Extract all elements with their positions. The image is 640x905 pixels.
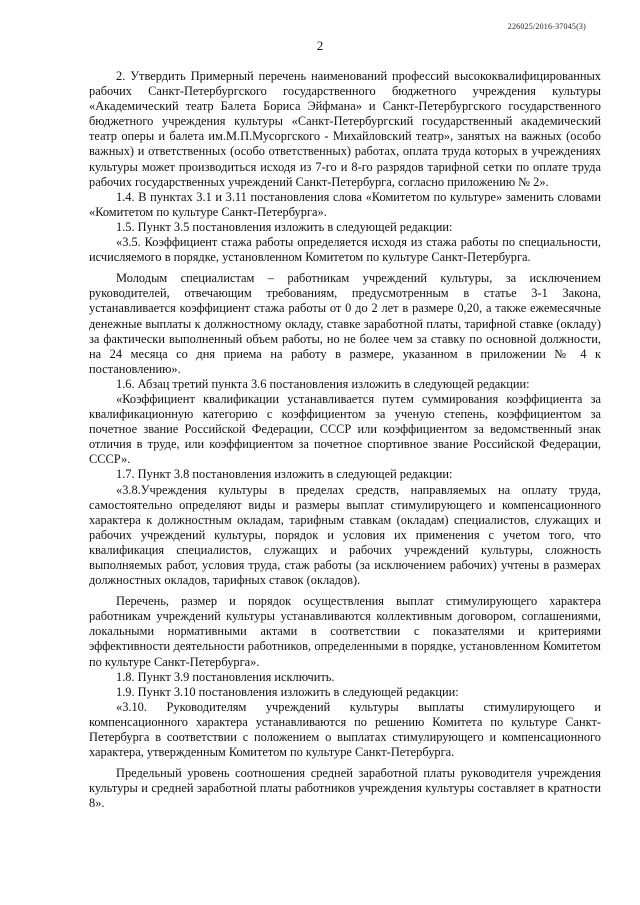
paragraph-1-6: 1.6. Абзац третий пункта 3.6 постановления изложить в следующей редакции: <box>116 376 530 391</box>
paragraph-item-2: 2. Утвердить Примерный перечень наименований профессий высококвалифицированных рабочих Санкт-Петербургского государственного бюджетного учреждения культуры «Академический театр Балета Бориса Эйфмана» и Санкт-Петербургского государственного бюджетного учреждения культуры «Санкт-Петербургский государственный академический театр оперы и балета им.М.П.Мусоргского - Михайловский театр», занятых на важных (особо важных) и ответственных (особо ответственных) работах, оплата труда которых в учреждениях культуры может производиться исходя из 7-го и 8-го разрядов тарифной сетки по оплате труда рабочих государственных учреждений Санкт-Петербурга, согласно приложению № 2». <box>89 69 601 189</box>
paragraph-1-4: 1.4. В пунктах 3.1 и 3.11 постановления слова «Комитетом по культуре» заменить словами «Комитетом по культуре Санкт-Петербурга». <box>89 189 601 219</box>
paragraph-1-8: 1.8. Пункт 3.9 постановления исключить. <box>116 669 335 684</box>
paragraph-3-10-quote: «3.10. Руководителям учреждений культуры выплаты стимулирующего и компенсационного характера устанавливаются по решению Комитета по культуре Санкт-Петербурга в соответствии с положением о выплатах стимулирующего и компенсационного характера, утвержденным Комитетом по культуре Санкт-Петербурга. <box>89 699 601 760</box>
paragraph-3-8-quote: «3.8.Учреждения культуры в пределах средств, направляемых на оплату труда, самостоятельно определяют виды и размеры выплат стимулирующего и компенсационного характера к должностным окладам, тарифным ставкам (окладам) специалистов, служащих и рабочих учреждений культуры, порядок и условия их применения с учетом того, что квалификация специалистов, служащих и рабочих учреждений культуры, сложность выполняемых работ, условия труда, стаж работы (за исключением рабочих) учтены в размерах должностных окладов, тарифных ставок (окладов). <box>89 482 601 588</box>
paragraph-3-5-quote: «3.5. Коэффициент стажа работы определяется исходя из стажа работы по специальности, исчисляемого в порядке, установленном Комитетом по культуре Санкт-Петербурга. <box>89 235 601 265</box>
document-id: 226025/2016-37045(3) <box>507 22 586 31</box>
paragraph-young-specialists: Молодым специалистам – работникам учреждений культуры, за исключением руководителей, отвечающим требованиям, предусмотренным в статье 3-1 Закона, устанавливается коэффициент стажа работы от 0 до 2 лет в размере 0,20, а также ежемесячные денежные выплаты к должностному окладу, ставке заработной платы, тарифной ставке (окладу) за фактически выполненный объем работы, но не более чем за ставку по основной должности, на 24 месяца со дня приема на работу в размере, указанном в приложении № 4 к постановлению». <box>89 271 601 376</box>
paragraph-salary-ratio: Предельный уровень соотношения средней заработной платы руководителя учреждения культуры и средней заработной платы работников учреждения культуры составляет в кратности 8». <box>89 766 601 811</box>
paragraph-1-9: 1.9. Пункт 3.10 постановления изложить в следующей редакции: <box>116 684 459 699</box>
paragraph-incentive-list: Перечень, размер и порядок осуществления выплат стимулирующего характера работникам учреждений культуры устанавливаются коллективным договором, соглашениями, локальными нормативными актами в соответствии с показателями и критериями эффективности деятельности работников, определенными в порядке, установленном Комитетом по культуре Санкт-Петербурга». <box>89 594 601 669</box>
paragraph-1-5: 1.5. Пункт 3.5 постановления изложить в следующей редакции: <box>116 219 453 234</box>
paragraph-1-7: 1.7. Пункт 3.8 постановления изложить в следующей редакции: <box>116 467 453 482</box>
page-number: 2 <box>316 38 324 53</box>
document-body <box>89 69 601 812</box>
paragraph-qualification-quote: «Коэффициент квалификации устанавливается путем суммирования коэффициента за квалификационную категорию с коэффициентом за ученую степень, коэффициентом за почетное звание Российской Федерации, СССР или коэффициентом за ведомственный знак отличия в труде, или коэффициентом за почетное спортивное звание Российской Федерации, СССР». <box>89 391 601 467</box>
